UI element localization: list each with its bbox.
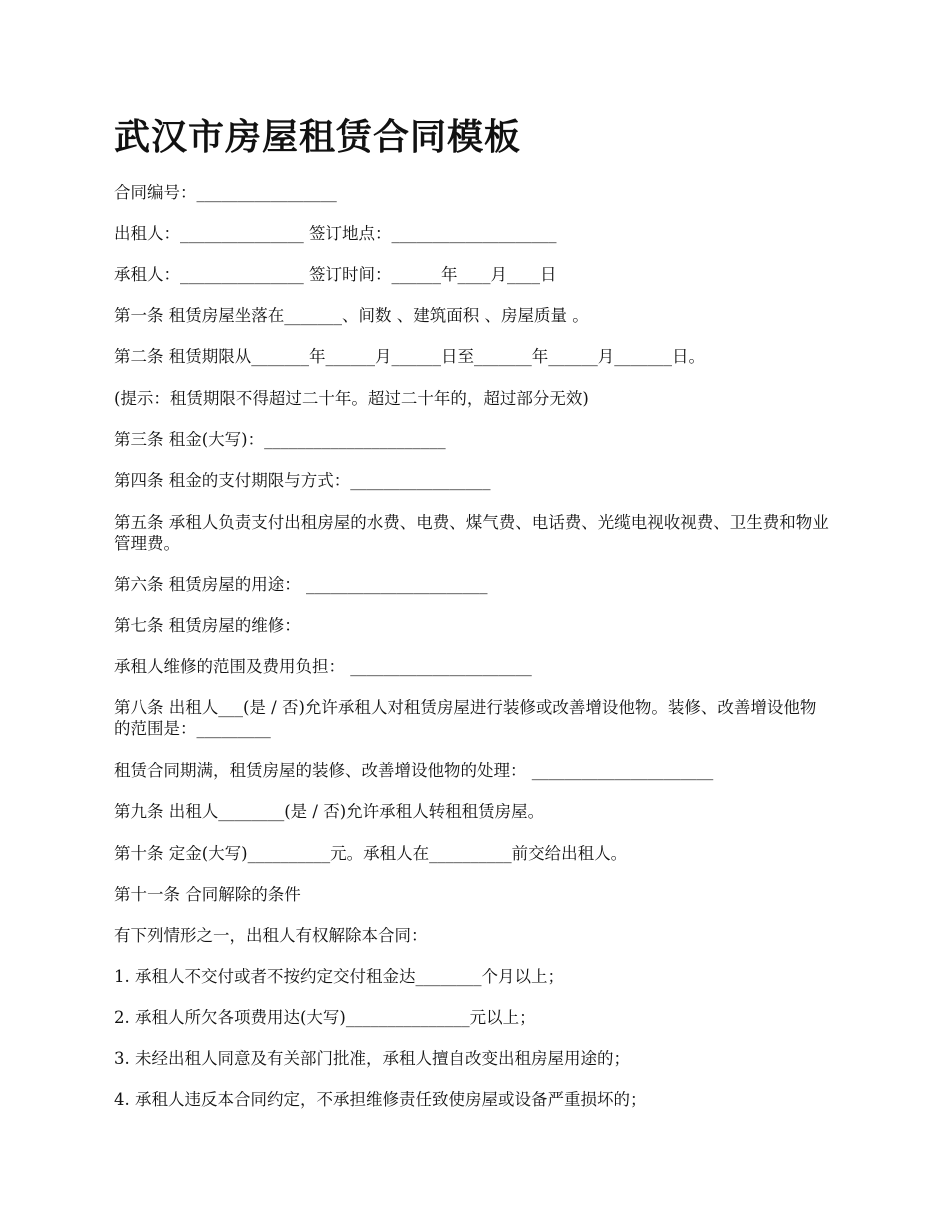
article-4: 第四条 租金的支付期限与方式：_________________: [114, 471, 491, 490]
article-6: 第六条 租赁房屋的用途： ______________________: [114, 575, 488, 594]
article-3: 第三条 租金(大写)：______________________: [114, 430, 446, 449]
renovation-disposal-line: 租赁合同期满，租赁房屋的装修、改善增设他物的处理： ______________________: [114, 761, 714, 780]
article-2: 第二条 租赁期限从_______年______月______日至_______年______月_______日。: [114, 347, 705, 366]
termination-item-4: 4. 承租人违反本合同约定，不承担维修责任致使房屋或设备严重损坏的；: [114, 1090, 647, 1109]
document-title: 武汉市房屋租赁合同模板: [114, 116, 522, 158]
article-10: 第十条 定金(大写)__________元。承租人在__________前交给出租人。: [114, 844, 628, 863]
termination-item-3: 3. 未经出租人同意及有关部门批准，承租人擅自改变出租房屋用途的；: [114, 1049, 630, 1068]
lessee-line: 承租人：_______________ 签订时间：______年____月____日: [114, 265, 557, 284]
article-11: 第十一条 合同解除的条件: [114, 885, 301, 904]
termination-item-1: 1. 承租人不交付或者不按约定交付租金达________个月以上；: [114, 967, 564, 986]
article-7: 第七条 租赁房屋的维修：: [114, 616, 301, 635]
termination-intro: 有下列情形之一，出租人有权解除本合同：: [114, 926, 428, 945]
repair-scope-line: 承租人维修的范围及费用负担： ______________________: [114, 657, 532, 676]
contract-number-line: 合同编号：_________________: [114, 183, 337, 202]
article-5: 第五条 承租人负责支付出租房屋的水费、电费、煤气费、电话费、光缆电视收视费、卫生费和物业管理费。: [114, 513, 829, 553]
article-1: 第一条 租赁房屋坐落在_______、间数 、建筑面积 、房屋质量 。: [114, 306, 589, 325]
termination-item-2: 2. 承租人所欠各项费用达(大写)_______________元以上；: [114, 1008, 536, 1027]
article-9: 第九条 出租人________(是 / 否)允许承租人转租租赁房屋。: [114, 802, 545, 821]
lessor-line: 出租人：_______________ 签订地点：____________________: [114, 224, 557, 243]
article-2-hint: (提示：租赁期限不得超过二十年。超过二十年的，超过部分无效): [114, 389, 589, 408]
article-8: 第八条 出租人___(是 / 否)允许承租人对租赁房屋进行装修或改善增设他物。装修、改善增设他物的范围是：_________: [114, 698, 817, 738]
